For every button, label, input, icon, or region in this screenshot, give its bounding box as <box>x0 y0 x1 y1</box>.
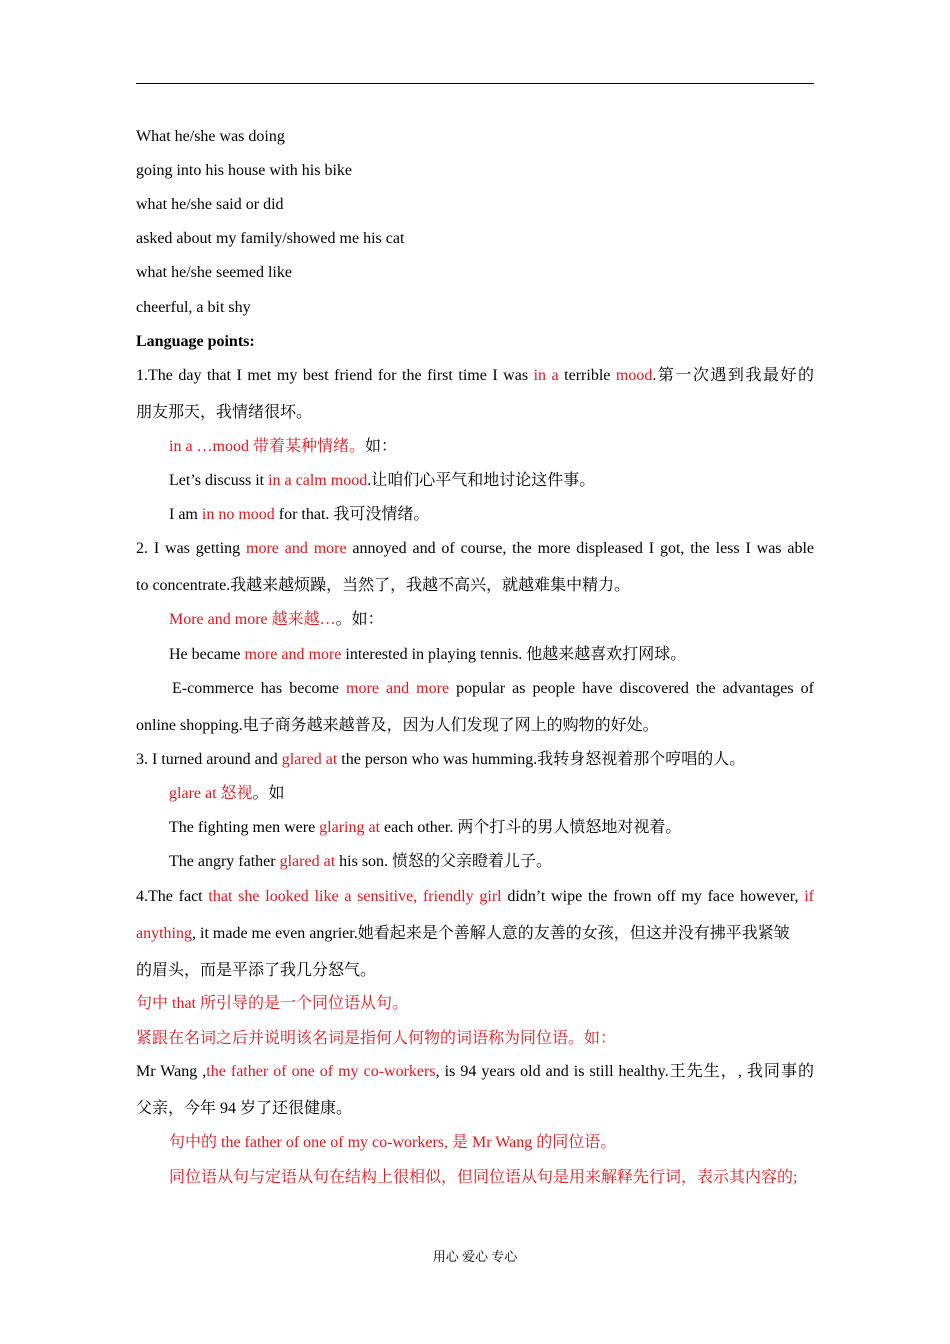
text-line <box>169 505 814 525</box>
text-line <box>136 263 814 283</box>
text-span: interested in playing tennis. 他越来越喜欢打网球。 <box>341 646 687 663</box>
highlighted-text: the father of one of my co-workers <box>206 1063 436 1080</box>
text-span: 父亲，今年 94 岁了还很健康。 <box>136 1100 353 1117</box>
text-line <box>169 610 814 630</box>
highlighted-text: in no mood <box>201 506 275 523</box>
highlighted-text: glaring at <box>319 819 381 836</box>
text-line <box>136 716 814 736</box>
text-span: going into his house with his bike <box>136 162 352 179</box>
text-line <box>136 994 814 1014</box>
highlighted-text: mood <box>615 367 653 384</box>
text-span: .让咱们心平气和地讨论这件事。 <box>367 472 596 489</box>
text-span: 4.The fact <box>136 888 209 905</box>
text-line <box>136 366 814 386</box>
text-line <box>169 852 814 872</box>
text-span: what he/she seemed like <box>136 264 292 281</box>
text-span: annoyed and of course, the more displeased I got, the less I was able <box>346 540 815 557</box>
text-span: 2. I was getting <box>136 540 247 557</box>
text-line <box>136 887 814 907</box>
text-span: the person who was humming.我转身怒视着那个哼唱的人。 <box>337 751 746 768</box>
text-span: Let’s discuss it <box>169 472 269 489</box>
text-span: 如： <box>365 438 398 455</box>
text-line <box>136 1029 814 1049</box>
text-line <box>136 161 814 181</box>
text-span: for that. 我可没情绪。 <box>274 506 430 523</box>
header-rule <box>136 83 814 84</box>
text-span: He became <box>169 646 245 663</box>
highlighted-text: if <box>804 888 814 905</box>
text-line <box>136 195 814 215</box>
text-span: 的眉头，而是平添了我几分怒气。 <box>136 962 377 979</box>
text-span: 朋友那天，我情绪很坏。 <box>136 404 313 421</box>
text-line <box>136 924 814 944</box>
highlighted-text: 同位语从句与定语从句在结构上很相似，但同位语从句是用来解释先行词，表示其内容的; <box>169 1169 798 1186</box>
section-heading: Language points: <box>136 333 255 350</box>
page-footer: 用心 爱心 专心 <box>432 1249 518 1264</box>
text-span: .第一次遇到我最好的 <box>652 367 814 384</box>
text-span: terrible <box>558 367 616 384</box>
highlighted-text: More and more 越来越… <box>169 611 336 628</box>
text-span: , it made me even angrier.她看起来是个善解人意的友善的女孩，但这并没有拂平我紧皱 <box>192 925 790 942</box>
highlighted-text: more and more <box>244 646 342 663</box>
text-line <box>169 1168 814 1188</box>
text-span: Mr Wang , <box>136 1063 207 1080</box>
text-line <box>136 298 814 318</box>
text-span: online shopping.电子商务越来越普及，因为人们发现了网上的购物的好处。 <box>136 717 659 734</box>
text-span: to concentrate.我越来越烦躁，当然了，我越不高兴，就越难集中精力。 <box>136 577 631 594</box>
text-line <box>169 784 814 804</box>
text-span: What he/she was doing <box>136 128 285 145</box>
text-span: The angry father <box>169 853 280 870</box>
text-line <box>136 403 814 423</box>
text-span: didn’t wipe the frown off my face however, <box>501 888 805 905</box>
text-span: 1.The day that I met my best friend for the first time I was <box>136 367 534 384</box>
text-line <box>169 471 814 491</box>
text-span: what he/she said or did <box>136 196 284 213</box>
highlighted-text: 句中 that 所引导的是一个同位语从句。 <box>136 995 408 1012</box>
text-span: The fighting men were <box>169 819 320 836</box>
text-line <box>136 539 814 559</box>
text-line <box>136 576 814 596</box>
text-span: E-commerce has become <box>172 680 347 697</box>
text-line <box>136 961 814 981</box>
text-span: popular as people have discovered the advantages of <box>449 680 814 697</box>
text-span: , is 94 years old and is still healthy.王先生，, 我同事的 <box>435 1063 814 1080</box>
text-span: asked about my family/showed me his cat <box>136 230 405 247</box>
text-line <box>136 127 814 147</box>
text-span: 3. I turned around and <box>136 751 282 768</box>
text-line <box>136 1099 814 1119</box>
highlighted-text: glare at 怒视 <box>169 785 253 802</box>
text-span: cheerful, a bit shy <box>136 299 251 316</box>
text-line <box>169 818 814 838</box>
text-line <box>136 229 814 249</box>
highlighted-text: glared at <box>279 853 336 870</box>
highlighted-text: more and more <box>346 680 450 697</box>
highlighted-text: 紧跟在名词之后并说明该名词是指何人何物的词语称为同位语。如： <box>136 1030 617 1047</box>
highlighted-text: that she looked like a sensitive, friendly girl <box>208 888 502 905</box>
text-line <box>136 750 814 770</box>
text-span: his son. 愤怒的父亲瞪着儿子。 <box>335 853 553 870</box>
text-line <box>169 437 814 457</box>
highlighted-text: anything <box>136 925 192 942</box>
text-span: 。如： <box>335 611 384 628</box>
highlighted-text: more and more <box>246 540 347 557</box>
text-line <box>136 1062 814 1082</box>
highlighted-text: 句中的 the father of one of my co-workers, 是 Mr Wang 的同位语。 <box>169 1134 617 1151</box>
text-span: 。如 <box>252 785 285 802</box>
highlighted-text: in a calm mood <box>268 472 368 489</box>
text-span: each other. 两个打斗的男人愤怒地对视着。 <box>380 819 682 836</box>
text-span: I am <box>169 506 202 523</box>
text-line <box>136 332 814 352</box>
highlighted-text: glared at <box>281 751 338 768</box>
highlighted-text: in a <box>533 367 559 384</box>
highlighted-text: in a …mood 带着某种情绪。 <box>169 438 365 455</box>
text-line <box>169 1133 814 1153</box>
text-line <box>169 645 814 665</box>
text-line <box>172 679 814 699</box>
